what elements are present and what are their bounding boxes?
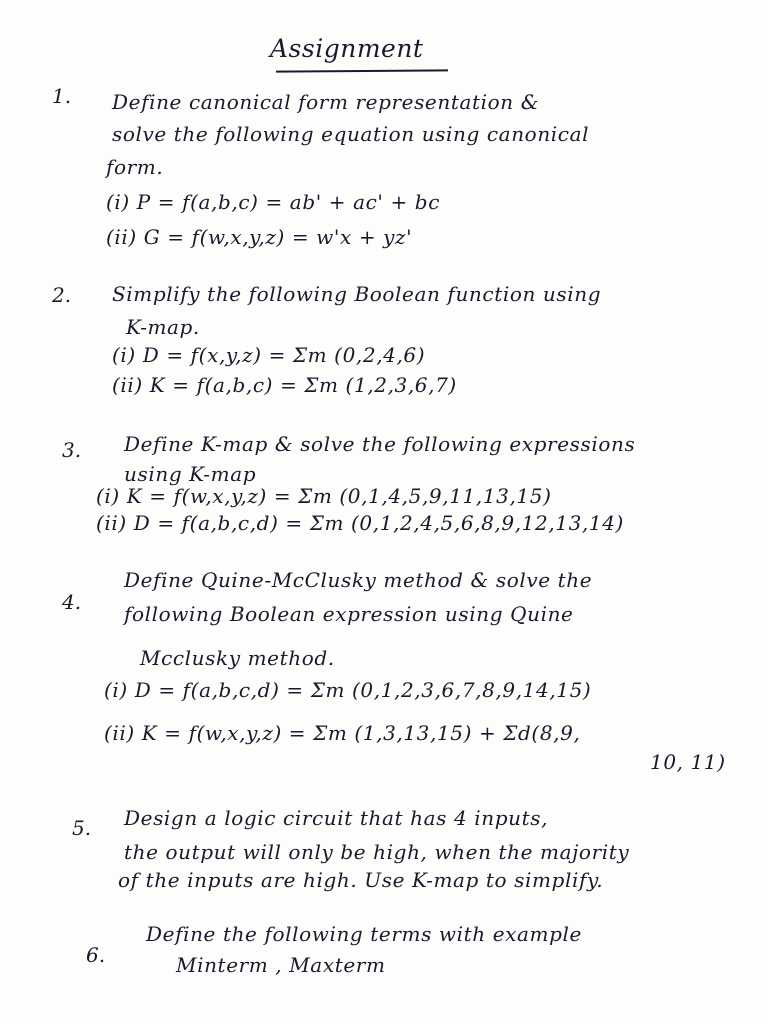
question-3-line: Define K-map & solve the following expressions [124, 432, 636, 456]
question-1-part-i: (i) P = f(a,b,c) = ab' + ac' + bc [106, 190, 441, 214]
question-2-number: 2. [52, 283, 72, 307]
question-4-part-ii: (ii) K = f(w,x,y,z) = Σm (1,3,13,15) + Σd(8,9, [104, 721, 581, 745]
question-2-part-ii: (ii) K = f(a,b,c) = Σm (1,2,3,6,7) [112, 373, 457, 397]
question-2-line: K-map. [126, 315, 200, 339]
title-underline [276, 69, 448, 72]
question-3-part-i: (i) K = f(w,x,y,z) = Σm (0,1,4,5,9,11,13,15) [96, 484, 552, 508]
question-6-line: Define the following terms with example [146, 922, 582, 946]
question-3-number: 3. [62, 438, 82, 462]
question-1-part-ii: (ii) G = f(w,x,y,z) = w'x + yz' [106, 225, 413, 249]
question-2-part-i: (i) D = f(x,y,z) = Σm (0,2,4,6) [112, 343, 426, 367]
question-5-line: Design a logic circuit that has 4 inputs, [124, 806, 549, 830]
question-3-part-ii: (ii) D = f(a,b,c,d) = Σm (0,1,2,4,5,6,8,9,12,13,14) [96, 511, 624, 535]
question-6-number: 6. [86, 943, 106, 967]
question-4-part-ii-continued: 10, 11) [650, 750, 726, 774]
question-1-line: form. [106, 155, 164, 179]
question-1-line: solve the following equation using canonical [112, 122, 590, 146]
question-1-number: 1. [52, 84, 72, 108]
question-4-line: Define Quine-McClusky method & solve the [124, 568, 593, 592]
question-5-line: the output will only be high, when the majority [124, 840, 630, 864]
question-5-line: of the inputs are high. Use K-map to simplify. [118, 868, 604, 892]
question-6-line: Minterm , Maxterm [176, 953, 386, 977]
question-4-part-i: (i) D = f(a,b,c,d) = Σm (0,1,2,3,6,7,8,9,14,15) [104, 678, 592, 702]
question-3-line: using K-map [124, 462, 257, 486]
question-4-number: 4. [62, 590, 82, 614]
question-4-line: following Boolean expression using Quine [124, 602, 574, 626]
page-title: Assignment [270, 34, 424, 63]
question-1-line: Define canonical form representation & [112, 90, 540, 114]
question-4-line: Mcclusky method. [140, 646, 335, 670]
question-2-line: Simplify the following Boolean function using [112, 282, 602, 306]
question-5-number: 5. [72, 816, 92, 840]
